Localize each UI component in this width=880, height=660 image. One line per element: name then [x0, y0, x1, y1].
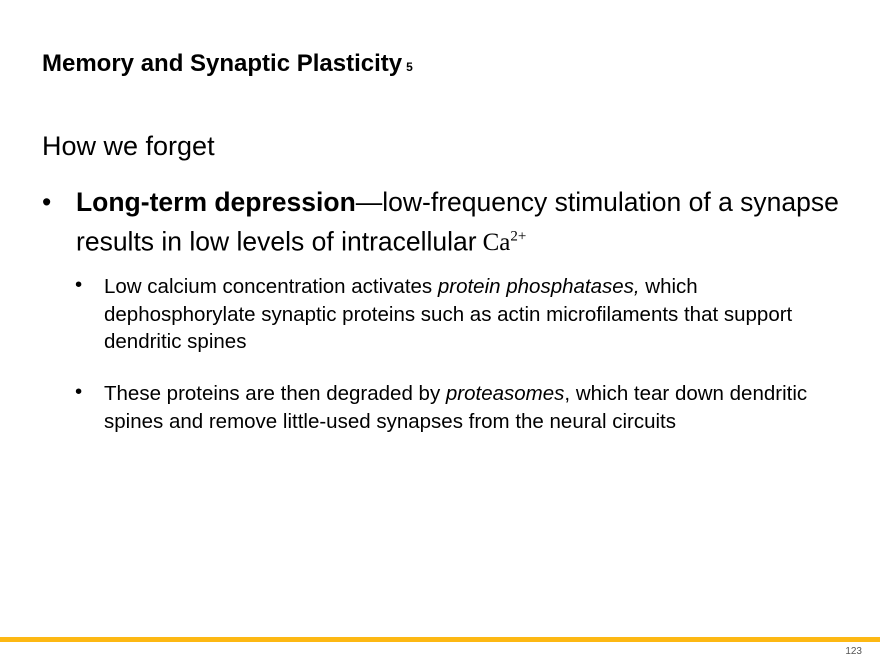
sub-bullet-emphasis: protein phosphatases, — [437, 275, 640, 298]
sub-bullet-text: which dephosphorylate synaptic proteins such as actin microfilaments that support dendritic spines — [104, 275, 793, 353]
sub-bullet-text: Low calcium concentration activates — [104, 275, 438, 298]
calcium-formula — [483, 229, 527, 256]
slide-title — [42, 50, 413, 78]
bullet-icon: • — [75, 380, 83, 403]
title-text: Memory and Synaptic Plasticity — [42, 50, 403, 77]
ion-symbol: Ca — [482, 229, 511, 257]
title-number: 5 — [406, 60, 413, 74]
bullet-icon: • — [42, 187, 52, 217]
bullet-icon: • — [75, 273, 83, 296]
slide-subtitle: How we forget — [42, 131, 215, 161]
bullet-bold-term: Long-term depression — [76, 187, 356, 217]
sub-bullet — [75, 380, 835, 435]
sub-bullet-text: These proteins are then degraded by — [104, 382, 446, 405]
sub-bullet-emphasis: proteasomes — [445, 382, 565, 405]
footer-accent-bar — [0, 637, 880, 642]
sub-bullet — [75, 273, 835, 356]
bullet-text: —low-frequency stimulation of a synapse results in low levels of intracellular — [76, 187, 839, 257]
sub-bullet-text: , which tear down dendritic spines and remove little-used synapses from the neural circuits — [104, 382, 808, 433]
ion-charge: 2+ — [510, 229, 527, 245]
bullet-long-term-depression — [42, 185, 842, 260]
page-number: 123 — [845, 646, 862, 657]
